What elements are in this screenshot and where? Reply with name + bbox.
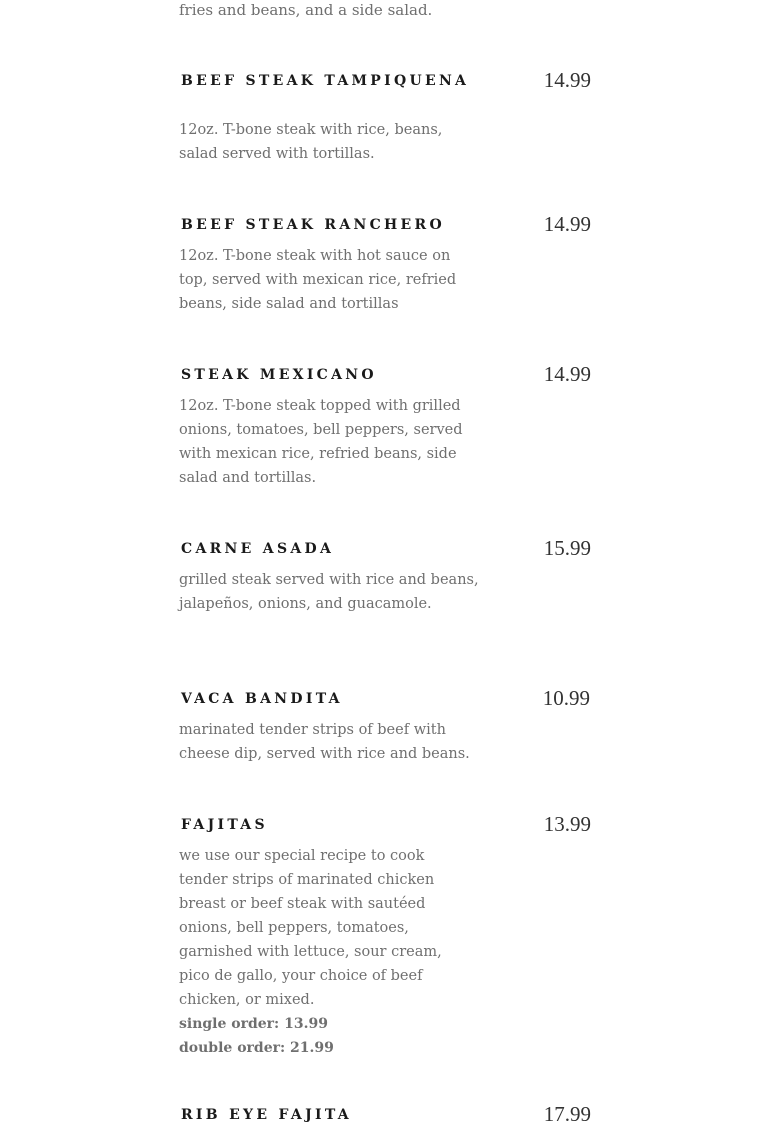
item-name: BEEF STEAK TAMPIQUENA	[181, 73, 470, 89]
item-description-text: we use our special recipe to cook tender strips of marinated chicken breast or beef steak with sautéed onions, bell peppers, tomatoes, garnished with lettuce, sour cream, pico de gallo, your choice of beef chicken, or mixed.	[179, 848, 442, 1008]
single-order-price: single order: 13.99	[179, 1016, 328, 1032]
item-description: fries and beans, and a side salad.	[179, 1, 433, 19]
item-price: 13.99	[543, 812, 591, 836]
item-name: STEAK MEXICANO	[181, 367, 377, 383]
item-name: CARNE ASADA	[181, 541, 335, 557]
item-price: 14.99	[543, 362, 591, 386]
item-name: RIB EYE FAJITA	[181, 1107, 352, 1123]
item-description	[179, 844, 464, 1060]
item-name: FAJITAS	[181, 817, 268, 833]
item-description: 12oz. T-bone steak with rice, beans, salad served with tortillas.	[179, 122, 443, 162]
item-price: 15.99	[543, 536, 591, 560]
item-name: BEEF STEAK RANCHERO	[181, 217, 445, 233]
item-price: 14.99	[543, 68, 591, 92]
item-description: marinated tender strips of beef with cheese dip, served with rice and beans.	[179, 722, 470, 762]
item-description: 12oz. T-bone steak topped with grilled onions, tomatoes, bell peppers, served with mexican rice, refried beans, side salad and tortillas.	[179, 398, 463, 486]
double-order-price: double order: 21.99	[179, 1040, 334, 1056]
item-name: VACA BANDITA	[181, 691, 343, 707]
item-description: 12oz. T-bone steak with hot sauce on top, served with mexican rice, refried beans, side salad and tortillas	[179, 248, 457, 312]
item-description: grilled steak served with rice and beans, jalapeños, onions, and guacamole.	[179, 572, 479, 612]
item-price: 17.99	[543, 1102, 591, 1126]
item-price: 14.99	[543, 212, 591, 236]
item-price: 10.99	[542, 686, 590, 710]
